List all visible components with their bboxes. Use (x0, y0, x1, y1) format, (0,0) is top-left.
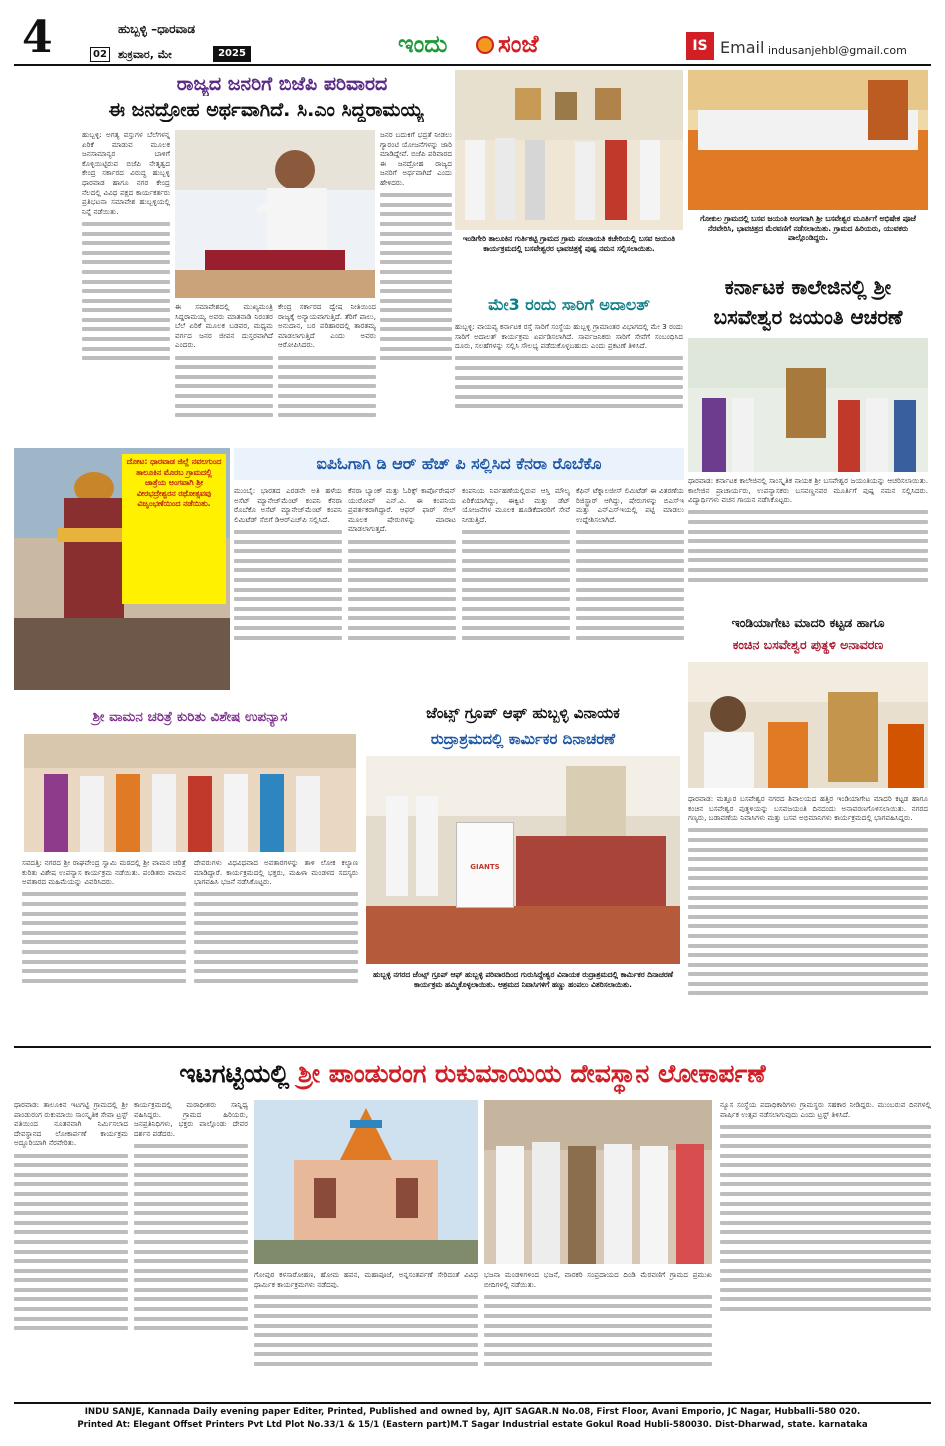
email-address: indusanjehbl@gmail.com (768, 44, 907, 57)
footer (14, 1406, 931, 1440)
paragraph: ಕಾರ್ಯಕ್ರಮದಲ್ಲಿ ಮಠಾಧೀಶರು ಸಾನ್ನಿಧ್ಯ ವಹಿಸಿದ್ದರು. ಗ್ರಾಮದ ಹಿರಿಯರು, ಜನಪ್ರತಿನಿಧಿಗಳು, ಭಕ್ತರು ಪಾಲ್ಗೊಂಡು ದೇವರ ದರ್ಶನ ಪಡೆದರು. (134, 1100, 248, 1138)
photo-gokul-jayanti (688, 70, 928, 210)
logo-text-right: ಸಂಜೆ (498, 30, 539, 58)
page-number: 4 (22, 12, 53, 63)
paragraph: ಹುಬ್ಬಳ್ಳಿ: ವಾಯವ್ಯ ಕರ್ನಾಟಕ ರಸ್ತೆ ಸಾರಿಗೆ ಸಂಸ್ಥೆಯ ಹುಬ್ಬಳ್ಳಿ ಗ್ರಾಮಾಂತರ ವಿಭಾಗದಲ್ಲಿ ಮೇ 3 ರಂದು ಸಾರಿಗೆ ಅದಾಲತ್ ಕಾರ್ಯಕ್ರಮ ಏರ್ಪಡಿಸಲಾಗಿದೆ. ಸಾರ್ವಜನಿಕರು ಸಾರಿಗೆ ಸೇವೆಗೆ ಸಂಬಂಧಿಸಿದ ದೂರು, ಸಲಹೆಗಳನ್ನು ಸಲ್ಲಿಸಿ ಸೌಲಭ್ಯ ಪಡೆದುಕೊಳ್ಳಬಹುದು ಎಂದು ಪ್ರಕಟಣೆ ತಿಳಿಸಿದೆ. (455, 322, 683, 351)
headline: ಮೇ3 ರಂದು ಸಾರಿಗೆ ಅದಾಲತ್ (488, 295, 650, 314)
adalat-body (455, 322, 683, 442)
paragraph: ಧಾರವಾಡ: ತಾಲೂಕಿನ ಇಟಗಟ್ಟಿ ಗ್ರಾಮದಲ್ಲಿ ಶ್ರೀ ಪಾಂಡುರಂಗ ರುಕುಮಾಯಿ ಸಾಂಸ್ಕೃತಿಕ ಸೇವಾ ಟ್ರಸ್ಟ್ ವತಿಯಿಂದ ನೂತನವಾಗಿ ನಿರ್ಮಿಸಲಾದ ದೇವಸ್ಥಾನದ ಲೋಕಾರ್ಪಣೆ ಕಾರ್ಯಕ್ರಮ ಅದ್ದೂರಿಯಾಗಿ ನೆರವೇರಿತು. (14, 1100, 128, 1148)
story-basava-statue (688, 614, 928, 1040)
story-basava-college (688, 70, 928, 610)
photo-inauguration (484, 1100, 712, 1264)
headline: ಕರ್ನಾಟಕ ಕಾಲೇಜಿನಲ್ಲಿ ಶ್ರೀ ಬಸವೇಶ್ವರ ಜಯಂತಿ ಆಚರಣೆ (713, 275, 903, 329)
paragraph: ಭಜನಾ ಮಂಡಳಿಗಳಿಂದ ಭಜನೆ, ವಾರಕರಿ ಸಂಪ್ರದಾಯದ ದಿಂಡಿ ಮೆರವಣಿಗೆ ಗ್ರಾಮದ ಪ್ರಮುಖ ಬೀದಿಗಳಲ್ಲಿ ನಡೆಯಿತು. (484, 1270, 712, 1289)
year-badge: 2025 (213, 46, 251, 62)
story-pandurang (14, 1100, 931, 1396)
vamana-col-2 (194, 858, 358, 1040)
headline: ಇಂಡಿಯಾಗೇಟ ಮಾದರಿ ಕಟ್ಟಡ ಹಾಗೂ (731, 615, 885, 630)
pandurang-col-2 (134, 1100, 248, 1396)
vamana-col-1 (22, 858, 186, 1040)
paragraph: ಜನರ ಬದುಕಿಗೆ ಭದ್ರತೆ ನೀಡಲು ಗ್ಯಾರಂಟಿ ಯೋಜನೆಗಳನ್ನು ಜಾರಿ ಮಾಡಿದ್ದೇವೆ. ಬಿಜೆಪಿ ಪರಿವಾರದ ಈ ಜನದ್ರೋಹ ರಾಜ್ಯದ ಜನರಿಗೆ ಅರ್ಥವಾಗಿದೆ ಎಂದು ಹೇಳಿದರು. (380, 130, 452, 187)
logo-text-left: ಇಂದು (398, 30, 448, 58)
photo-giants-ashram (366, 756, 680, 964)
paragraph: ಕೆಫಿನ್ ಟೆಕ್ನಾಲಜೀಸ್ ಲಿಮಿಟೆಡ್ ಈ ವಿತರಣೆಯ ರಿಜಿಸ್ಟ್ರಾರ್ ಆಗಿದ್ದು, ಷೇರುಗಳನ್ನು ಬಿಎಸ್‌ಇ ಮತ್ತು ಎನ್‌ಎಸ್‌ಇಯಲ್ಲಿ ಪಟ್ಟಿ ಮಾಡಲು ಉದ್ದೇಶಿಸಲಾಗಿದೆ. (576, 486, 684, 524)
headline-2: ಈ ಜನದ್ರೋಹ ಅರ್ಥವಾಗಿದೆ. ಸಿ.ಎಂ ಸಿದ್ದರಾಮಯ್ಯ (108, 99, 424, 121)
email-label: Email (720, 38, 765, 57)
headline: ಜೆಂಟ್ಸ್ ಗ್ರೂಪ್ ಆಫ್ ಹುಬ್ಬಳ್ಳಿ ವಿನಾಯಕ (426, 704, 620, 722)
paragraph: ಗೋಪುರ ಕಳಸಾರೋಹಣ, ಹೋಮ ಹವನ, ಮಹಾಪೂಜೆ, ಅನ್ನಸಂತರ್ಪಣೆ ಸೇರಿದಂತೆ ವಿವಿಧ ಧಾರ್ಮಿಕ ಕಾರ್ಯಕ್ರಮಗಳು ನಡೆದವು. (254, 1270, 478, 1289)
paragraph: ಈ ಸಮಾವೇಶದಲ್ಲಿ ಮುಖ್ಯಮಂತ್ರಿ ಸಿದ್ದರಾಮಯ್ಯ ಅವರು ಮಾತನಾಡಿ ನಿರಂತರ ಬೆಲೆ ಏರಿಕೆ ಮೂಲಕ ಬಡವರ, ಮಧ್ಯಮ ವರ್ಗದ ಜನರ ಜೀವನ ದುಸ್ತರವಾಗಿದೆ ಎಂದರು. (175, 302, 273, 350)
canara-col-3 (462, 486, 570, 692)
paragraph: ಧಾರವಾಡ: ಕರ್ನಾಟಕ ಕಾಲೇಜಿನಲ್ಲಿ ಸಾಂಸ್ಕೃತಿಕ ನಾಯಕ ಶ್ರೀ ಬಸವೇಶ್ವರ ಜಯಂತಿಯನ್ನು ಆಚರಿಸಲಾಯಿತು. ಕಾಲೇಜಿನ ಪ್ರಾಚಾರ್ಯರು, ಉಪನ್ಯಾಸಕರು ಬಸವಣ್ಣನವರ ಮೂರ್ತಿಗೆ ಪುಷ್ಪ ನಮನ ಸಲ್ಲಿಸಿದರು. ವಿದ್ಯಾರ್ಥಿಗಳು ವಚನ ಗಾಯನ ನಡೆಸಿಕೊಟ್ಟರು. (688, 476, 928, 505)
headline-part-b: ಶ್ರೀ ಪಾಂಡುರಂಗ ರುಕುಮಾಯಿಯ ದೇವಸ್ಥಾನ ಲೋಕಾರ್ಪಣೆ (298, 1059, 766, 1088)
headline: ಐಪಿಓಗಾಗಿ ಡಿ ಆರ್ ಹೆಚ್ ಪಿ ಸಲ್ಲಿಸಿದ ಕೆನರಾ ರೊಬೆಕೊ (234, 448, 684, 480)
pandurang-col-5 (720, 1100, 931, 1396)
pandurang-rule (14, 1046, 931, 1048)
pandurang-headline (14, 1052, 931, 1096)
bjp-col-2 (175, 302, 273, 442)
photo-caption: ಇಂಡಿಗೇರಿ ತಾಲೂಕಿನ ಗುರ್ತಿಕಟ್ಟಿ ಗ್ರಾಮದ ಗ್ರಾಮ ಪಂಚಾಯತಿ ಕಚೇರಿಯಲ್ಲಿ ಬಸವ ಜಯಂತಿ ಕಾರ್ಯಕ್ರಮದಲ್ಲಿ ಬಸವೇಶ್ವರರ ಭಾವಚಿತ್ರಕ್ಕೆ ಪುಷ್ಪ ನಮನ ಸಲ್ಲಿಸಲಾಯಿತು. (462, 234, 676, 253)
issue-number: 02 (90, 47, 110, 62)
is-badge-label: IS (692, 38, 708, 54)
sidebar-text: ದೋಟ: ಧಾರವಾಡ ಜಿಲ್ಲೆ ನವಲಗುಂದ ತಾಲೂಕಿನ ಮೊರಬ ಗ್ರಾಮದಲ್ಲಿ ಜಾತ್ರೆಯ ಅಂಗವಾಗಿ ಶ್ರೀ ವೀರಭದ್ರೇಶ್ವರನ ರಥೋತ್ಸವವು ವಿಜೃಂಭಣೆಯಿಂದ ನಡೆಯಿತು. (126, 457, 222, 509)
date-line: ಶುಕ್ರವಾರ, ಮೇ (118, 48, 172, 61)
masthead-rule (14, 64, 931, 66)
bjp-col-3 (278, 302, 376, 442)
headline-part-a: ಇಟಗಟ್ಟಿಯಲ್ಲಿ (179, 1059, 299, 1088)
story-adalat (455, 70, 683, 442)
bjp-col-4 (380, 130, 452, 442)
paragraph: ನ್ಯೂಸ ಸಂಸ್ಥೆಯ ಪದಾಧಿಕಾರಿಗಳು ಗ್ರಾಮಸ್ಥರು ಸಹಕಾರ ನೀಡಿದ್ದರು. ಮುಂಬರುವ ದಿನಗಳಲ್ಲಿ ವಾರ್ಷಿಕ ಉತ್ಸವ ನಡೆಸಲಾಗುವುದು ಎಂದು ಟ್ರಸ್ಟ್ ತಿಳಿಸಿದೆ. (720, 1100, 931, 1119)
paragraph: ಹುಬ್ಬಳ್ಳಿ: ಅಗತ್ಯ ವಸ್ತುಗಳ ಬೆಲೆಗಳನ್ನ ಏರಿಕೆ ಮಾಡುವ ಮೂಲಕ ಜನಸಾಮಾನ್ಯರ ಬಾಳಿಗೆ ಕೊಳ್ಳಿಯಿಟ್ಟಿರುವ ಬಿಜೆಪಿ ನೇತೃತ್ವದ ಕೇಂದ್ರ ಸರ್ಕಾರದ ವಿರುದ್ಧ ಹುಬ್ಬಳ್ಳಿ ಧಾರವಾಡ ಹಾಗೂ ನಗರ ಕೇಂದ್ರ ನೆಲದಲ್ಲಿ ವಿವಿಧ ಪಕ್ಷದ ಕಾರ್ಯಕರ್ತರು ಪ್ರತಿಭಟನಾ ಸಮಾವೇಶ ಹುಬ್ಬಳ್ಳಿಯಲ್ಲಿ ನಿನ್ನೆ ನಡೆಯಿತು. (82, 130, 170, 216)
headline-2: ರುದ್ರಾಶ್ರಮದಲ್ಲಿ ಕಾರ್ಮಿಕರ ದಿನಾಚರಣೆ (430, 730, 616, 748)
footer-line-1: INDU SANJE, Kannada Daily evening paper Editer, Printed, Published and owned by, AJIT SAGAR.N No.08, First Floor, Avani Emporio, JC Nagar, Hubballi-580 020. (84, 1407, 861, 1417)
paragraph: ಕೇಂದ್ರ ಸರ್ಕಾರದ ದ್ವೇಷ ನೀತಿಯಿಂದ ರಾಜ್ಯಕ್ಕೆ ಅನ್ಯಾಯವಾಗುತ್ತಿದೆ. ತೆರಿಗೆ ಪಾಲು, ಅನುದಾನ, ಬರ ಪರಿಹಾರದಲ್ಲಿ ತಾರತಮ್ಯ ಮಾಡಲಾಗುತ್ತಿದೆ ಎಂದು ಅವರು ಆರೋಪಿಸಿದರು. (278, 302, 376, 350)
photo-temple (254, 1100, 478, 1264)
bjp-col-1 (82, 130, 170, 442)
statue-body (688, 794, 928, 1040)
photo-basava-jayanti (455, 70, 683, 230)
photo-vamana-group (24, 734, 356, 852)
canara-col-1 (234, 486, 342, 692)
paragraph: ಸವದತ್ತಿ: ನಗರದ ಶ್ರೀ ರಾಘವೇಂದ್ರ ಸ್ವಾಮಿ ಮಠದಲ್ಲಿ ಶ್ರೀ ವಾಮನ ಚರಿತ್ರೆ ಕುರಿತು ವಿಶೇಷ ಉಪನ್ಯಾಸ ಕಾರ್ಯಕ್ರಮ ನಡೆಯಿತು. ಪಂಡಿತರು ವಾಮನ ಅವತಾರದ ಮಹಿಮೆಯನ್ನು ವಿವರಿಸಿದರು. (22, 858, 186, 887)
pandurang-col-3 (254, 1270, 478, 1396)
sidebar-note (122, 454, 226, 604)
headline-2: ಕಂಚಿನ ಬಸವೇಶ್ವರ ಪುತ್ಥಳಿ ಅನಾವರಣ (732, 637, 884, 652)
canara-col-4 (576, 486, 684, 692)
is-badge-icon (686, 32, 714, 60)
masthead (0, 0, 945, 68)
photo-college-statue (688, 338, 928, 472)
pandurang-col-1 (14, 1100, 128, 1396)
story-giants (362, 700, 684, 1040)
sun-icon (476, 36, 494, 54)
headline: ಶ್ರೀ ವಾಮನ ಚರಿತ್ರೆ ಕುರಿತು ವಿಶೇಷ ಉಪನ್ಯಾಸ (92, 709, 288, 725)
pandurang-col-4 (484, 1270, 712, 1396)
photo-caption: ಗೋಕುಲ ಗ್ರಾಮದಲ್ಲಿ ಬಸವ ಜಯಂತಿ ಅಂಗವಾಗಿ ಶ್ರೀ ಬಸವೇಶ್ವರ ಮೂರ್ತಿಗೆ ಅಭಿಷೇಕ ಪೂಜೆ ನೆರವೇರಿಸಿ, ಭಾವಚಿತ್ರದ ಮೆರವಣಿಗೆ ನಡೆಸಲಾಯಿತು. ಗ್ರಾಮದ ಹಿರಿಯರು, ಯುವಕರು ಪಾಲ್ಗೊಂಡಿದ್ದರು. (700, 214, 916, 243)
paragraph: ದೇವರುಗಳು ವಿಧವಿಧವಾದ ಅವತಾರಗಳನ್ನು ತಾಳಿ ಲೋಕ ಕಲ್ಯಾಣ ಮಾಡಿದ್ದಾರೆ. ಕಾರ್ಯಕ್ರಮದಲ್ಲಿ ಭಕ್ತರು, ಮಹಿಳಾ ಮಂಡಳದ ಸದಸ್ಯರು ಭಾಗವಹಿಸಿ ಭಜನೆ ನಡೆಸಿಕೊಟ್ಟರು. (194, 858, 358, 887)
photo-siddaramaiah (175, 130, 375, 298)
headline: ರಾಜ್ಯದ ಜನರಿಗೆ ಬಿಜೆಪಿ ಪರಿವಾರದ (176, 73, 388, 95)
story-vamana (22, 704, 358, 1040)
footer-line-2: Printed At: Elegant Offset Printers Pvt Ltd Plot No.33/1 & 15/1 (Eastern part)M.T Sagar Industrial estate Gokul Road Hubli-580030. Dist-Dharwad, state. karnataka (77, 1420, 868, 1430)
paragraph: ಕಂಪನಿಯ ನಿರ್ವಹಣೆಯಲ್ಲಿರುವ ಆಸ್ತಿ ಮೌಲ್ಯ ಏರಿಕೆಯಾಗಿದ್ದು, ಈಕ್ವಿಟಿ ಮತ್ತು ಡೆಟ್ ಯೋಜನೆಗಳ ಮೂಲಕ ಹೂಡಿಕೆದಾರರಿಗೆ ಸೇವೆ ನೀಡುತ್ತಿದೆ. (462, 486, 570, 524)
newspaper-logo (398, 30, 580, 58)
banner-label: GIANTS (470, 863, 500, 871)
paragraph: ಧಾರವಾಡ: ಮತ್ತೂರ ಬಸವೇಶ್ವರ ನಗರದ ಶಿವಾಲಯದ ಹತ್ತಿರ ಇಂಡಿಯಾಗೇಟ ಮಾದರಿ ಕಟ್ಟಡ ಹಾಗೂ ಕಂಚಿನ ಬಸವೇಶ್ವರ ಪುತ್ಥಳಿಯನ್ನು ಬಸವಜಯಂತಿ ದಿನದಂದು ಅನಾವರಣಗೊಳಿಸಲಾಯಿತು. ನಗರದ ಗಣ್ಯರು, ಬಡಾವಣೆಯ ನಿವಾಸಿಗಳು ಮತ್ತು ಬಸವ ಅಭಿಮಾನಿಗಳು ಕಾರ್ಯಕ್ರಮದಲ್ಲಿ ಭಾಗವಹಿಸಿದ್ದರು. (688, 794, 928, 823)
city-line: ಹುಬ್ಬಳ್ಳಿ –ಧಾರವಾಡ (118, 22, 196, 36)
canara-col-2 (348, 486, 456, 692)
college-body (688, 476, 928, 610)
story-bjp (82, 70, 452, 442)
story-canara-robeco (234, 448, 684, 692)
paragraph: ಮುಂಬೈ: ಭಾರತದ ಎರಡನೇ ಅತಿ ಹಳೆಯ ಅಸೆಟ್ ಮ್ಯಾನೇಜ್‌ಮೆಂಟ್ ಕಂಪನಿ ಕೆನರಾ ರೊಬೆಕೊ ಅಸೆಟ್ ಮ್ಯಾನೇಜ್‌ಮೆಂಟ್ ಕಂಪನಿ ಲಿಮಿಟೆಡ್ ಸೆಬಿಗೆ ಡಿಆರ್‌ಎಚ್‌ಪಿ ಸಲ್ಲಿಸಿದೆ. (234, 486, 342, 524)
story-chariot (14, 448, 230, 690)
paragraph: ಕೆನರಾ ಬ್ಯಾಂಕ್ ಮತ್ತು ಓರಿಕ್ಸ್ ಕಾರ್ಪೊರೇಷನ್ ಯುರೋಪ್ ಎನ್.ವಿ. ಈ ಕಂಪನಿಯ ಪ್ರವರ್ತಕರಾಗಿದ್ದಾರೆ. ಆಫರ್ ಫಾರ್ ಸೇಲ್ ಮೂಲಕ ಷೇರುಗಳನ್ನು ಮಾರಾಟ ಮಾಡಲಾಗುತ್ತದೆ. (348, 486, 456, 534)
photo-caption: ಹುಬ್ಬಳ್ಳಿ ನಗರದ ಜೆಂಟ್ಸ್ ಗ್ರೂಪ್ ಆಫ್ ಹುಬ್ಬಳ್ಳಿ ಪರಿವಾರದಿಂದ ಗುರುಸಿದ್ದೇಶ್ವರ ವಿನಾಯಕ ರುದ್ರಾಶ್ರಮದಲ್ಲಿ ಕಾರ್ಮಿಕರ ದಿನಾಚರಣೆ ಕಾರ್ಯಕ್ರಮ ಹಮ್ಮಿಕೊಳ್ಳಲಾಯಿತು. ಆಶ್ರಮದ ನಿವಾಸಿಗಳಿಗೆ ಹಣ್ಣು ಹಂಪಲು ವಿತರಿಸಲಾಯಿತು. (372, 970, 674, 989)
giants-banner (456, 822, 514, 908)
photo-statue-unveiling (688, 662, 928, 788)
footer-rule (14, 1402, 931, 1404)
